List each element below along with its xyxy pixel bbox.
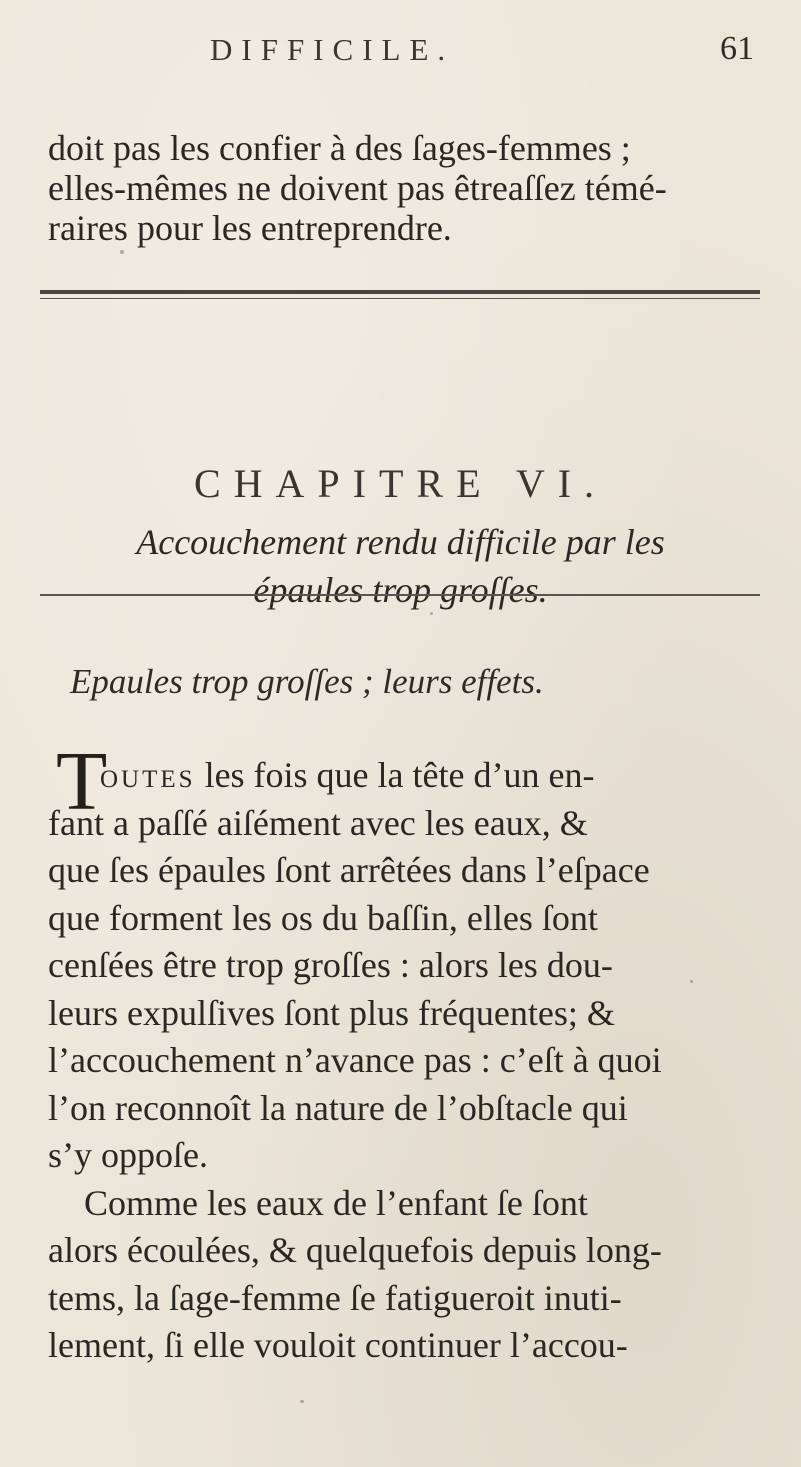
body-line: l’on reconnoît la nature de l’obſtacle qui (48, 1087, 628, 1128)
body-line: tems, la ſage-femme ſe fatigueroit inuti- (48, 1277, 622, 1318)
intro-line: raires pour les entreprendre. (48, 208, 452, 248)
drop-cap-letter: T (56, 735, 108, 828)
body-line: s’y oppoſe. (48, 1135, 208, 1175)
body-line: que forment les os du baſſin, elles ſont (48, 897, 598, 938)
running-title: DIFFICILE. (210, 32, 455, 67)
chapter-bottom-rule (40, 594, 760, 596)
margin-note: Epaules trop groſſes ; leurs effets. (70, 662, 544, 701)
chapter-subtitle-line: Accouchement rendu difficile par les (136, 522, 665, 562)
intro-line: elles-mêmes ne doivent pas êtreaſſez témé- (48, 168, 667, 208)
paper-speck (300, 1400, 304, 1403)
body-line: fant a paſſé aiſément avec les eaux, & (48, 802, 588, 843)
chapter-subtitle (0, 518, 801, 614)
paper-speck (430, 612, 433, 615)
body-paragraph (48, 752, 783, 1370)
intro-line: doit pas les confier à des ſages-femmes ; (48, 128, 631, 168)
body-line: alors écoulées, & quelquefois depuis long- (48, 1230, 662, 1270)
paper-speck (120, 250, 124, 254)
page-header (0, 22, 801, 72)
chapter-heading: CHAPITRE VI. (193, 461, 608, 506)
paper-speck (690, 980, 693, 983)
body-line: Comme les eaux de l’enfant ſe ſont (84, 1182, 588, 1223)
body-first-line (48, 752, 783, 800)
chapter-subtitle-line: épaules trop groſſes. (253, 570, 548, 610)
intro-paragraph (48, 128, 768, 248)
body-line: leurs expulſives ſont plus fréquentes; & (48, 992, 615, 1033)
page-number: 61 (720, 30, 754, 67)
body-line: l’accouchement n’avance pas : c’eſt à quoi (48, 1040, 662, 1080)
first-line-tail: les fois que la tête d’un en- (204, 755, 595, 795)
first-word-rest: outes (100, 755, 196, 795)
chapter-top-rule (40, 290, 760, 299)
body-line: cenſées être trop groſſes : alors les dou- (48, 945, 613, 985)
body-line: que ſes épaules ſont arrêtées dans l’eſpace (48, 850, 650, 890)
body-line: lement, ſi elle vouloit continuer l’accou- (48, 1325, 628, 1365)
